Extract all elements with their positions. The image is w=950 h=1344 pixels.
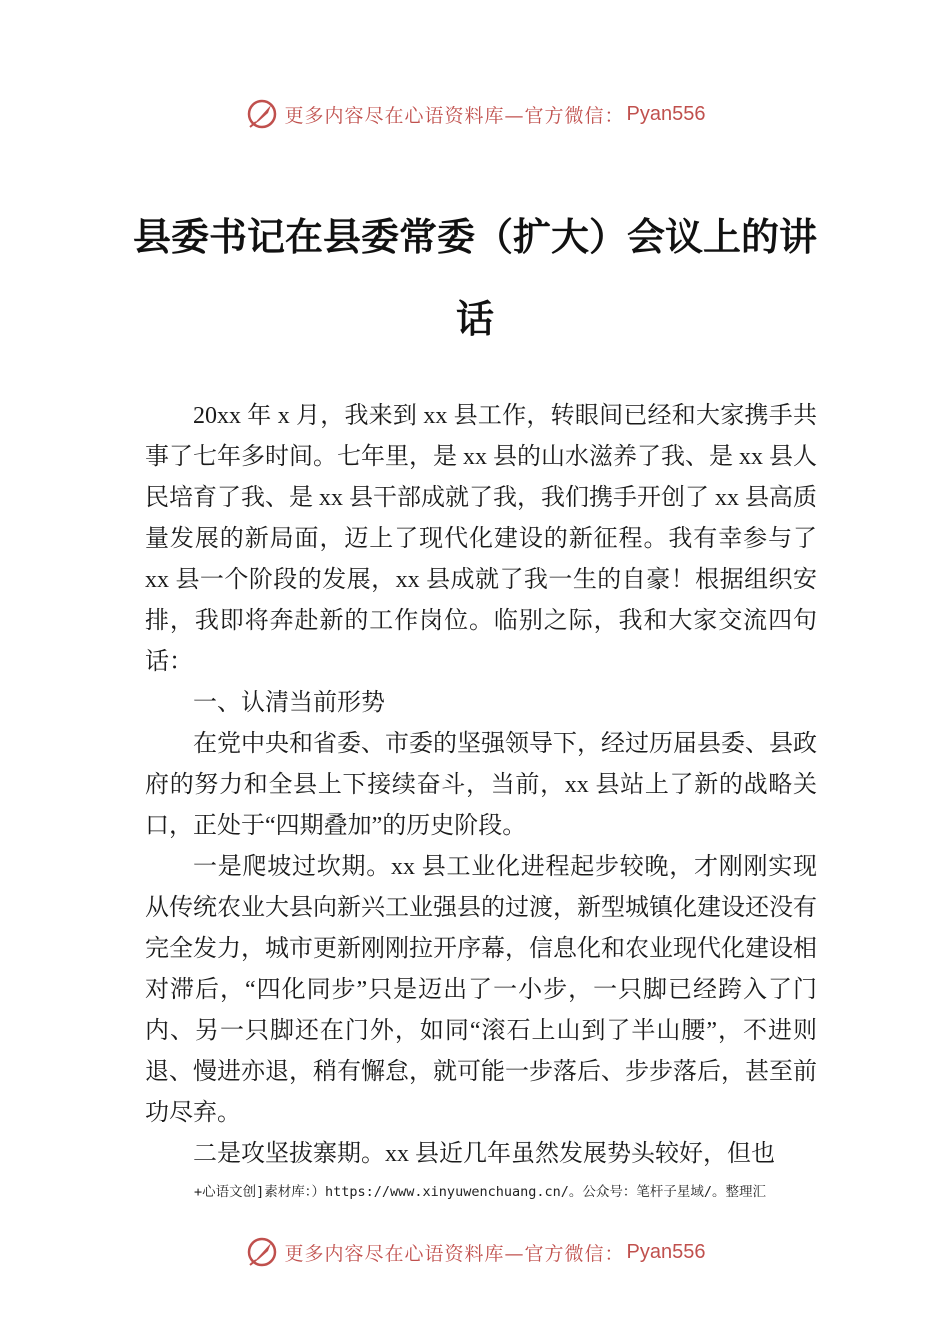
header-banner-text: 更多内容尽在心语资料库—官方微信： xyxy=(284,104,625,127)
header-wechat-id: Pyan556 xyxy=(626,102,706,125)
quill-pen-logo-icon xyxy=(245,1235,279,1269)
header-banner xyxy=(0,94,950,134)
paragraph: 一是爬坡过坎期。xx 县工业化进程起步较晚，才刚刚实现从传统农业大县向新兴工业强县的过渡，新型城镇化建设还没有完全发力，城市更新刚刚拉开序幕，信息化和农业现代化建设相对滞后，“四化同步”只是迈出了一小步，一只脚已经跨入了门内、另一只脚还在门外，如同“滚石上山到了半山腰”，不进则退、慢进亦退，稍有懈怠，就可能一步落后、步步落后，甚至前功尽弃。 xyxy=(145,854,817,1126)
document-body xyxy=(145,396,817,1175)
quill-pen-logo-icon xyxy=(245,97,279,131)
section-heading: 一、认清当前形势 xyxy=(193,690,385,716)
document-title: 县委书记在县委常委（扩大）会议上的讲话 xyxy=(132,214,817,341)
footer-banner xyxy=(0,1232,950,1272)
footer-wechat-id: Pyan556 xyxy=(626,1240,706,1263)
footer-note: +心语文创]素材库：）https://www.xinyuwenchuang.cn/。公众号：笔杆子星域/。整理汇 xyxy=(194,1184,766,1200)
footer-banner-text: 更多内容尽在心语资料库—官方微信： xyxy=(284,1242,625,1265)
paragraph: 二是攻坚拔寨期。xx 县近几年虽然发展势头较好，但也 xyxy=(193,1141,775,1167)
paragraph: 在党中央和省委、市委的坚强领导下，经过历届县委、县政府的努力和全县上下接续奋斗，当前，xx 县站上了新的战略关口，正处于“四期叠加”的历史阶段。 xyxy=(145,731,817,839)
paragraph: 20xx 年 x 月，我来到 xx 县工作，转眼间已经和大家携手共事了七年多时间。七年里，是 xx 县的山水滋养了我、是 xx 县人民培育了我、是 xx 县干部成就了我，我们携手开创了 xx 县高质量发展的新局面，迈上了现代化建设的新征程。我有幸参与了 xx 县一个阶段的发展，xx 县成就了我一生的自豪！根据组织安排，我即将奔赴新的工作岗位。临别之际，我和大家交流四句话： xyxy=(145,403,817,675)
